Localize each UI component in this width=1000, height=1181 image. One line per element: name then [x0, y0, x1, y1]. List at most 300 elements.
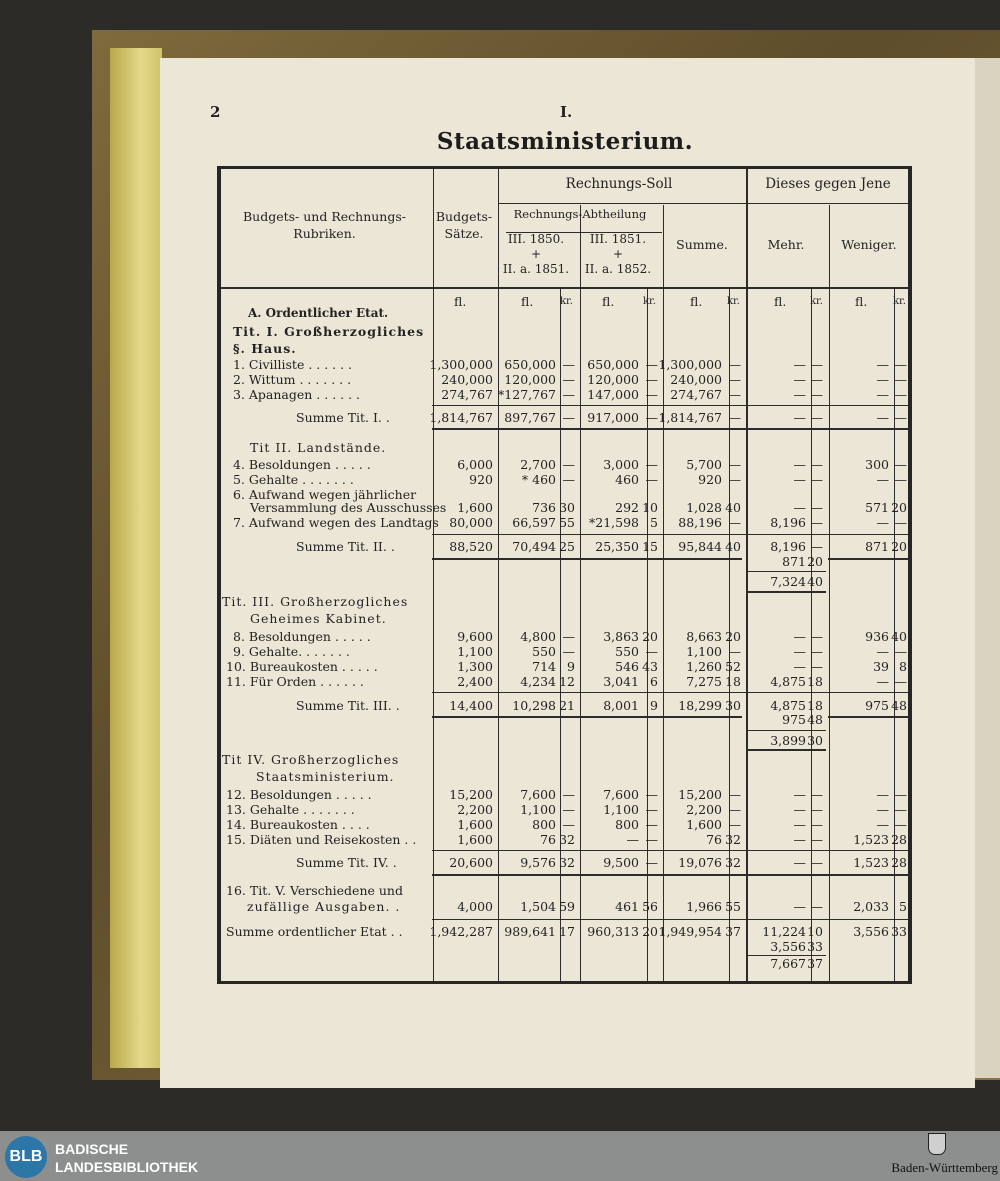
- table-cell: 897,767: [504, 410, 556, 425]
- table-cell: 12: [559, 674, 575, 689]
- table-cell: 88,196: [678, 515, 722, 530]
- table-cell: 3,556: [853, 924, 889, 939]
- dash-cell: —: [793, 659, 806, 674]
- dash-cell: —: [645, 357, 658, 372]
- table-cell: 55: [559, 515, 575, 530]
- table-cell: 550: [615, 644, 639, 659]
- table-cell: 1,600: [457, 500, 493, 515]
- table-cell: 550: [532, 644, 556, 659]
- unit-fl: fl.: [855, 294, 868, 309]
- sum-label: Summe Tit. III. .: [296, 698, 400, 713]
- row-label: 15. Diäten und Reisekosten . .: [226, 832, 417, 847]
- table-cell: 1,966: [686, 899, 722, 914]
- header-rubriken: Budgets- und Rechnungs- Rubriken.: [242, 209, 406, 241]
- table-cell: 5,700: [686, 457, 722, 472]
- table-cell: 6,000: [457, 457, 493, 472]
- table-cell: 20: [642, 924, 658, 939]
- dash-cell: —: [810, 855, 823, 870]
- dash-cell: —: [810, 500, 823, 515]
- row-label: 4. Besoldungen . . . . .: [233, 457, 371, 472]
- dash-cell: —: [728, 644, 741, 659]
- table-cell: 37: [725, 924, 741, 939]
- sum-rule: [432, 850, 909, 851]
- table-cell: 33: [891, 924, 907, 939]
- dash-cell: —: [876, 515, 889, 530]
- dash-cell: —: [876, 472, 889, 487]
- dash-cell: —: [810, 357, 823, 372]
- table-cell: 10: [807, 924, 823, 939]
- table-cell: 8,001: [603, 698, 639, 713]
- header-col-1851: III. 1851. + II. a. 1852.: [584, 232, 652, 276]
- table-cell: 650,000: [587, 357, 639, 372]
- table-cell: 25,350: [595, 539, 639, 554]
- row-label: 5. Gehalte . . . . . . .: [233, 472, 354, 487]
- dash-cell: —: [793, 899, 806, 914]
- dash-cell: —: [728, 515, 741, 530]
- dash-cell: —: [645, 832, 658, 847]
- unit-fl: fl.: [454, 294, 467, 309]
- dash-cell: —: [810, 659, 823, 674]
- dash-cell: —: [645, 372, 658, 387]
- table-cell: 18: [807, 674, 823, 689]
- table-cell: 5: [650, 515, 658, 530]
- table-cell: 4,875: [770, 698, 806, 713]
- table-cell: 30: [807, 733, 823, 748]
- table-cell: 936: [865, 629, 889, 644]
- table-cell: 20,600: [449, 855, 493, 870]
- dash-cell: —: [810, 899, 823, 914]
- library-name[interactable]: BADISCHE LANDESBIBLIOTHEK: [55, 1141, 199, 1175]
- table-cell: 1,100: [686, 644, 722, 659]
- table-cell: 20: [891, 539, 907, 554]
- dash-cell: —: [876, 372, 889, 387]
- unit-kr: kr.: [727, 296, 740, 307]
- table-cell: 32: [559, 832, 575, 847]
- header-rechnungs-abtheilung: Rechnungs-Abtheilung: [513, 207, 647, 221]
- table-cell: 147,000: [587, 387, 639, 402]
- table-cell: 1,028: [686, 500, 722, 515]
- dash-cell: —: [645, 855, 658, 870]
- table-cell: 871: [782, 554, 806, 569]
- header-col-1850: III. 1850. + II. a. 1851.: [502, 232, 570, 276]
- title-label: Tit IV. Großherzogliches: [222, 752, 400, 767]
- header-rule: [498, 203, 746, 204]
- coat-of-arms-icon: [928, 1133, 946, 1155]
- row-label: Versammlung des Ausschusses: [250, 500, 447, 515]
- dash-cell: —: [793, 472, 806, 487]
- dash-cell: —: [645, 410, 658, 425]
- table-cell: 40: [725, 500, 741, 515]
- dash-cell: —: [793, 387, 806, 402]
- table-cell: 59: [559, 899, 575, 914]
- dash-cell: —: [793, 457, 806, 472]
- table-cell: *21,598: [589, 515, 639, 530]
- table-cell: 30: [559, 500, 575, 515]
- sum-rule: [828, 558, 908, 560]
- table-cell: 240,000: [441, 372, 493, 387]
- title-label: Staatsministerium.: [256, 769, 395, 784]
- table-cell: 120,000: [504, 372, 556, 387]
- row-label: 6. Aufwand wegen jährlicher: [233, 487, 417, 502]
- unit-kr: kr.: [893, 296, 906, 307]
- table-cell: 88,520: [449, 539, 493, 554]
- dash-cell: —: [562, 387, 575, 402]
- dash-cell: —: [562, 357, 575, 372]
- table-cell: 95,844: [678, 539, 722, 554]
- table-cell: 43: [642, 659, 658, 674]
- table-cell: 18: [725, 674, 741, 689]
- table-cell: 32: [725, 855, 741, 870]
- table-cell: 4,000: [457, 899, 493, 914]
- table-cell: 3,000: [603, 457, 639, 472]
- table-cell: 4,800: [520, 629, 556, 644]
- table-cell: 2,200: [457, 802, 493, 817]
- dash-cell: —: [810, 410, 823, 425]
- dash-cell: —: [728, 357, 741, 372]
- table-cell: 1,949,954: [658, 924, 722, 939]
- dash-cell: —: [562, 410, 575, 425]
- dash-cell: —: [793, 372, 806, 387]
- table-cell: 7,324: [770, 574, 806, 589]
- dash-cell: —: [894, 410, 907, 425]
- dash-cell: —: [894, 357, 907, 372]
- dash-cell: —: [894, 515, 907, 530]
- row-label: 7. Aufwand wegen des Landtags: [233, 515, 439, 530]
- dash-cell: —: [793, 802, 806, 817]
- row-label: 11. Für Orden . . . . . .: [226, 674, 364, 689]
- dash-cell: —: [793, 855, 806, 870]
- row-label: 12. Besoldungen . . . . .: [226, 787, 372, 802]
- sum-rule: [432, 919, 909, 920]
- dash-cell: —: [645, 644, 658, 659]
- row-label: 1. Civilliste . . . . . .: [233, 357, 353, 372]
- row-label: 9. Gehalte. . . . . . .: [233, 644, 350, 659]
- title-label: Geheimes Kabinet.: [250, 611, 387, 626]
- table-cell: 2,700: [520, 457, 556, 472]
- table-cell: *127,767: [498, 387, 556, 402]
- table-cell: 3,556: [770, 939, 806, 954]
- dash-cell: —: [894, 644, 907, 659]
- table-cell: 292: [615, 500, 639, 515]
- table-cell: 70,494: [512, 539, 556, 554]
- table-cell: 66,597: [512, 515, 556, 530]
- table-cell: 920: [469, 472, 493, 487]
- dash-cell: —: [793, 787, 806, 802]
- table-cell: 2,200: [686, 802, 722, 817]
- sum-rule: [828, 716, 908, 718]
- table-cell: 3,863: [603, 629, 639, 644]
- table-cell: 1,600: [686, 817, 722, 832]
- table-cell: 9,500: [603, 855, 639, 870]
- row-label: 13. Gehalte . . . . . . .: [226, 802, 355, 817]
- unit-kr: kr.: [643, 296, 656, 307]
- table-cell: 7,600: [603, 787, 639, 802]
- table-cell: * 460: [521, 472, 556, 487]
- table-cell: 1,814,767: [658, 410, 722, 425]
- table-cell: 460: [615, 472, 639, 487]
- dash-cell: —: [894, 802, 907, 817]
- row-label: 3. Apanagen . . . . . .: [233, 387, 361, 402]
- header-rule: [221, 287, 909, 289]
- table-cell: 960,313: [587, 924, 639, 939]
- table-cell: 80,000: [449, 515, 493, 530]
- table-cell: 40: [725, 539, 741, 554]
- dash-cell: —: [810, 787, 823, 802]
- header-budgets: Budgets- Sätze.: [435, 209, 493, 241]
- sum-rule: [746, 730, 826, 731]
- sum-rule: [432, 405, 909, 406]
- table-cell: 5: [899, 899, 907, 914]
- table-cell: 30: [725, 698, 741, 713]
- title-label: Tit. III. Großherzogliches: [222, 594, 409, 609]
- table-cell: 2,033: [853, 899, 889, 914]
- header-weniger: Weniger.: [841, 237, 897, 252]
- title-label: Tit II. Landstände.: [250, 440, 387, 455]
- dash-cell: —: [728, 457, 741, 472]
- dash-cell: —: [810, 802, 823, 817]
- header-dieses-gegen-jene: Dieses gegen Jene: [765, 176, 891, 192]
- row-label: 8. Besoldungen . . . . .: [233, 629, 371, 644]
- table-cell: 571: [865, 500, 889, 515]
- table-cell: 714: [532, 659, 556, 674]
- dash-cell: —: [810, 539, 823, 554]
- table-cell: 1,814,767: [429, 410, 493, 425]
- table-cell: 40: [807, 574, 823, 589]
- dash-cell: —: [793, 357, 806, 372]
- sum-label: Summe Tit. IV. .: [296, 855, 397, 870]
- dash-cell: —: [810, 372, 823, 387]
- dash-cell: —: [728, 472, 741, 487]
- table-cell: 11,224: [762, 924, 806, 939]
- dash-cell: —: [728, 410, 741, 425]
- section-label: A. Ordentlicher Etat.: [248, 306, 389, 320]
- table-cell: 9: [567, 659, 575, 674]
- title-label: Tit. I. Großherzogliches: [233, 324, 425, 339]
- table-cell: 650,000: [504, 357, 556, 372]
- dash-cell: —: [876, 387, 889, 402]
- dash-cell: —: [562, 802, 575, 817]
- table-cell: 15,200: [449, 787, 493, 802]
- dash-cell: —: [810, 832, 823, 847]
- partner-name[interactable]: Baden-Württemberg: [891, 1160, 998, 1175]
- dash-cell: —: [810, 629, 823, 644]
- table-cell: 76: [706, 832, 722, 847]
- table-cell: 15,200: [678, 787, 722, 802]
- table-cell: 4,875: [770, 674, 806, 689]
- dash-cell: —: [562, 644, 575, 659]
- table-cell: 15: [642, 539, 658, 554]
- row-label: 10. Bureaukosten . . . . .: [226, 659, 378, 674]
- table-cell: 18: [807, 698, 823, 713]
- page-number: 2: [210, 103, 221, 121]
- table-cell: 736: [532, 500, 556, 515]
- dash-cell: —: [810, 387, 823, 402]
- dash-cell: —: [810, 817, 823, 832]
- unit-fl: fl.: [774, 294, 787, 309]
- dash-cell: —: [894, 387, 907, 402]
- sum-rule: [432, 534, 909, 535]
- table-cell: 48: [807, 712, 823, 727]
- sum-label: Summe Tit. II. .: [296, 539, 395, 554]
- header-mehr: Mehr.: [767, 237, 805, 252]
- dash-cell: —: [894, 457, 907, 472]
- unit-fl: fl.: [521, 294, 534, 309]
- dash-cell: —: [562, 629, 575, 644]
- table-cell: 8,196: [770, 515, 806, 530]
- table-cell: 8: [899, 659, 907, 674]
- table-cell: 975: [782, 712, 806, 727]
- table-cell: 975: [865, 698, 889, 713]
- dash-cell: —: [562, 787, 575, 802]
- dash-cell: —: [645, 817, 658, 832]
- dash-cell: —: [876, 644, 889, 659]
- header-rule: [748, 203, 908, 204]
- dash-cell: —: [894, 674, 907, 689]
- table-cell: 120,000: [587, 372, 639, 387]
- dash-cell: —: [645, 802, 658, 817]
- table-cell: 4,234: [520, 674, 556, 689]
- table-cell: 300: [865, 457, 889, 472]
- sum-rule: [432, 428, 909, 430]
- dash-cell: —: [793, 629, 806, 644]
- table-cell: 9,600: [457, 629, 493, 644]
- dash-cell: —: [894, 817, 907, 832]
- table-cell: 76: [540, 832, 556, 847]
- table-cell: 14,400: [449, 698, 493, 713]
- dash-cell: —: [793, 500, 806, 515]
- table-cell: 9,576: [520, 855, 556, 870]
- dash-cell: —: [728, 787, 741, 802]
- table-cell: 19,076: [678, 855, 722, 870]
- table-cell: 546: [615, 659, 639, 674]
- table-cell: 1,300: [457, 659, 493, 674]
- table-cell: 3,899: [770, 733, 806, 748]
- table-cell: 8,663: [686, 629, 722, 644]
- table-cell: 32: [559, 855, 575, 870]
- table-cell: 18,299: [678, 698, 722, 713]
- dash-cell: —: [876, 674, 889, 689]
- dash-cell: —: [876, 787, 889, 802]
- header-rechnungs-soll: Rechnungs-Soll: [565, 176, 673, 192]
- table-cell: 6: [650, 674, 658, 689]
- table-cell: 274,767: [441, 387, 493, 402]
- dash-cell: —: [876, 410, 889, 425]
- dash-cell: —: [876, 357, 889, 372]
- table-cell: 20: [807, 554, 823, 569]
- dash-cell: —: [894, 787, 907, 802]
- table-cell: 25: [559, 539, 575, 554]
- blb-logo[interactable]: BLB: [5, 1136, 47, 1178]
- sum-rule: [432, 716, 742, 718]
- page-edge: [110, 48, 162, 1068]
- table-cell: 28: [891, 855, 907, 870]
- table-cell: 32: [725, 832, 741, 847]
- table-cell: 1,100: [603, 802, 639, 817]
- row-label: 14. Bureaukosten . . . .: [226, 817, 370, 832]
- table-cell: 39: [873, 659, 889, 674]
- table-cell: 1,600: [457, 817, 493, 832]
- table-cell: 9: [650, 698, 658, 713]
- dash-cell: —: [728, 817, 741, 832]
- sum-rule: [432, 558, 742, 560]
- dash-cell: —: [894, 372, 907, 387]
- table-cell: 989,641: [504, 924, 556, 939]
- dash-cell: —: [728, 387, 741, 402]
- table-cell: 10,298: [512, 698, 556, 713]
- table-cell: 48: [891, 698, 907, 713]
- table-cell: 1,260: [686, 659, 722, 674]
- table-cell: 37: [807, 956, 823, 971]
- table-cell: 800: [615, 817, 639, 832]
- table-cell: 240,000: [670, 372, 722, 387]
- table-cell: 20: [642, 629, 658, 644]
- table-cell: 20: [891, 500, 907, 515]
- table-cell: 28: [891, 832, 907, 847]
- table-cell: 7,667: [770, 956, 806, 971]
- table-cell: 1,100: [520, 802, 556, 817]
- table-cell: 871: [865, 539, 889, 554]
- dash-cell: —: [793, 644, 806, 659]
- table-cell: 21: [559, 698, 575, 713]
- table-cell: 40: [891, 629, 907, 644]
- sum-label: Summe Tit. I. .: [296, 410, 390, 425]
- sum-rule: [746, 591, 826, 593]
- table-cell: 3,041: [603, 674, 639, 689]
- table-cell: 17: [559, 924, 575, 939]
- dash-cell: —: [645, 457, 658, 472]
- table-cell: 1,300,000: [429, 357, 493, 372]
- table-cell: 920: [698, 472, 722, 487]
- table-cell: 7,600: [520, 787, 556, 802]
- facing-page-edge: [972, 58, 1000, 1078]
- dash-cell: —: [728, 802, 741, 817]
- table-cell: 33: [807, 939, 823, 954]
- table-cell: 800: [532, 817, 556, 832]
- table-cell: 55: [725, 899, 741, 914]
- dash-cell: —: [876, 817, 889, 832]
- dash-cell: —: [876, 802, 889, 817]
- table-cell: 10: [642, 500, 658, 515]
- table-cell: 56: [642, 899, 658, 914]
- dash-cell: —: [645, 387, 658, 402]
- table-cell: 1,600: [457, 832, 493, 847]
- sum-rule: [432, 692, 909, 693]
- dash-cell: —: [793, 410, 806, 425]
- dash-cell: —: [626, 832, 639, 847]
- table-cell: 52: [725, 659, 741, 674]
- section-number: I.: [560, 103, 573, 121]
- sum-label: Summe ordentlicher Etat . .: [226, 924, 403, 939]
- table-cell: 1,504: [520, 899, 556, 914]
- dash-cell: —: [562, 457, 575, 472]
- page-title: Staatsministerium.: [436, 128, 694, 155]
- dash-cell: —: [562, 817, 575, 832]
- table-cell: 461: [615, 899, 639, 914]
- dash-cell: —: [810, 644, 823, 659]
- dash-cell: —: [645, 472, 658, 487]
- dash-cell: —: [728, 372, 741, 387]
- dash-cell: —: [793, 832, 806, 847]
- table-cell: 1,100: [457, 644, 493, 659]
- table-cell: 7,275: [686, 674, 722, 689]
- dash-cell: —: [645, 787, 658, 802]
- table-cell: 1,523: [853, 855, 889, 870]
- table-cell: 20: [725, 629, 741, 644]
- row-label: 16. Tit. V. Verschiedene und: [226, 883, 403, 898]
- sum-rule: [746, 749, 826, 751]
- unit-fl: fl.: [602, 294, 615, 309]
- table-cell: 1,942,287: [429, 924, 493, 939]
